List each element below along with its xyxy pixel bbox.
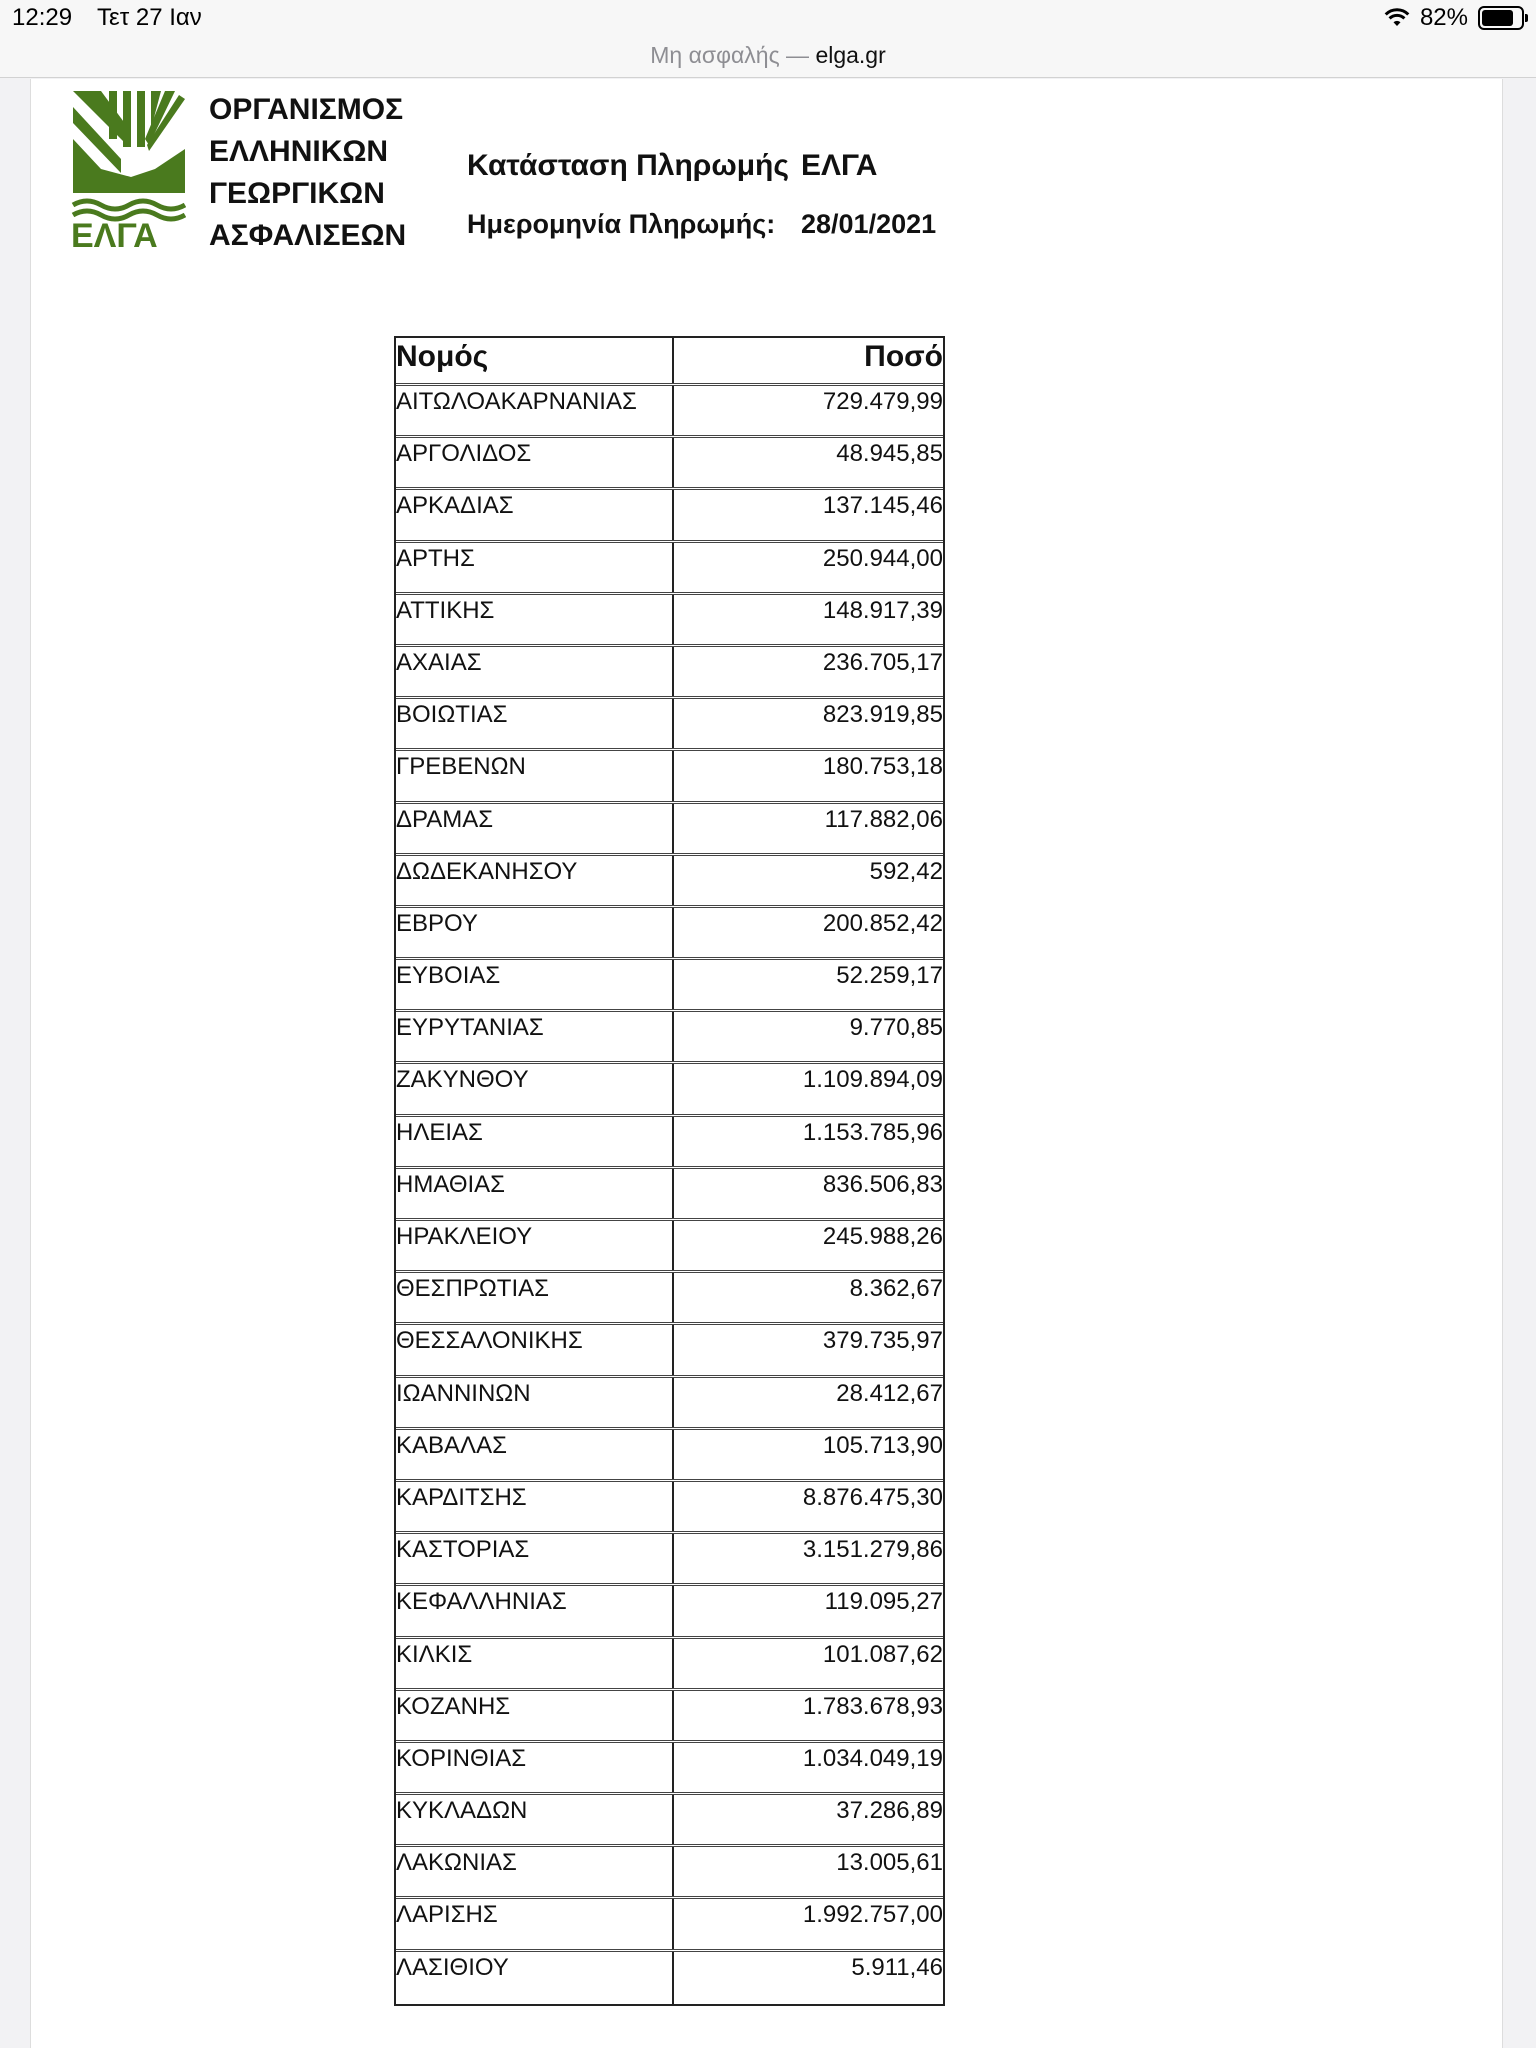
prefecture-cell: ΛΑΚΩΝΙΑΣ [396,1847,674,1896]
prefecture-cell: ΑΡΓΟΛΙΔΟΣ [396,438,674,487]
table-row [396,1169,943,1221]
table-row [396,647,943,699]
prefecture-cell: ΑΡΤΗΣ [396,543,674,592]
prefecture-cell: ΚΑΡΔΙΤΣΗΣ [396,1482,674,1531]
amount-cell: 117.882,06 [824,805,943,833]
wifi-icon [1384,8,1410,28]
battery-percent: 82% [1419,4,1468,31]
title-text: Κατάσταση Πληρωμής [467,149,789,182]
status-right [1384,4,1524,32]
prefecture-cell: ΔΡΑΜΑΣ [396,804,674,853]
prefecture-cell: ΕΥΡΥΤΑΝΙΑΣ [396,1012,674,1061]
amount-cell: 245.988,26 [822,1223,943,1250]
table-row [396,1639,943,1691]
url-bar[interactable] [0,40,1536,78]
table-row [396,1273,943,1325]
prefecture-cell: ΘΕΣΠΡΩΤΙΑΣ [396,1273,674,1322]
table-row [396,438,943,490]
table-row [396,751,943,803]
amount-cell: 137.145,46 [822,492,943,520]
status-bar [0,0,1536,40]
table-row [396,1117,943,1169]
table-row [396,1064,943,1116]
title-brand: ΕΛΓΑ [800,149,878,182]
prefecture-cell: ΚΕΦΑΛΛΗΝΙΑΣ [396,1586,674,1635]
prefecture-cell: ΒΟΙΩΤΙΑΣ [396,699,674,748]
payment-date-row [467,209,936,240]
table-row [396,960,943,1012]
header-prefecture: Νομός [396,338,674,383]
prefecture-cell: ΑΧΑΙΑΣ [396,647,674,696]
table-row [396,1482,943,1534]
table-row [396,386,943,438]
table-row [396,1325,943,1377]
amount-cell: 3.151.279,86 [802,1536,943,1564]
prefecture-cell: ΗΜΑΘΙΑΣ [396,1169,674,1218]
amount-cell: 379.735,97 [822,1327,943,1355]
payment-date-value: 28/01/2021 [801,209,937,239]
battery-icon [1478,6,1524,30]
table-row [396,1586,943,1638]
page-title [467,149,889,183]
prefecture-cell: ΑΤΤΙΚΗΣ [396,595,674,644]
battery-fill [1482,10,1513,26]
amount-cell: 48.945,85 [836,440,943,468]
table-row [396,1221,943,1273]
table-row [396,856,943,908]
elga-logo [71,89,186,249]
amount-cell: 119.095,27 [824,1588,943,1616]
amount-cell: 5.911,46 [851,1953,943,1981]
amount-cell: 1.153.785,96 [802,1118,943,1146]
amount-cell: 8.362,67 [849,1275,943,1303]
table-row [396,1691,943,1743]
table-row [396,543,943,595]
amount-cell: 1.034.049,19 [802,1744,943,1772]
table-row [396,1534,943,1586]
table-row [396,1378,943,1430]
prefecture-cell: ΗΡΑΚΛΕΙΟΥ [396,1221,674,1270]
prefecture-cell: ΚΟΖΑΝΗΣ [396,1691,674,1740]
amount-cell: 1.783.678,93 [802,1692,943,1720]
payment-date-label: Ημερομηνία Πληρωμής: [467,209,776,239]
logo-wordmark: ΕΛΓΑ [71,217,158,249]
url-host: elga.gr [815,42,886,68]
status-date: Τετ 27 Ιαν [97,4,202,31]
prefecture-cell: ΘΕΣΣΑΛΟΝΙΚΗΣ [396,1325,674,1374]
org-line: ΕΛΛΗΝΙΚΩΝ [209,135,389,168]
org-line: ΓΕΩΡΓΙΚΩΝ [209,177,385,210]
prefecture-cell: ΗΛΕΙΑΣ [396,1117,674,1166]
table-row [396,1743,943,1795]
amount-cell: 28.412,67 [836,1379,943,1407]
amount-cell: 236.705,17 [822,648,943,676]
prefecture-cell: ΚΑΣΤΟΡΙΑΣ [396,1534,674,1583]
organization-name [209,89,406,257]
prefecture-cell: ΕΥΒΟΙΑΣ [396,960,674,1009]
amount-cell: 836.506,83 [822,1170,943,1198]
amount-cell: 105.713,90 [822,1431,943,1459]
document-page [30,79,1503,2048]
table-row [396,1847,943,1899]
table-row [396,1795,943,1847]
prefecture-cell: ΓΡΕΒΕΝΩΝ [396,751,674,800]
amount-cell: 180.753,18 [822,753,943,781]
prefecture-cell: ΚΥΚΛΑΔΩΝ [396,1795,674,1844]
url-security-label: Μη ασφαλής — [650,42,816,68]
amount-cell: 37.286,89 [836,1797,943,1825]
prefecture-cell: ΑΡΚΑΔΙΑΣ [396,490,674,539]
amount-cell: 52.259,17 [836,962,943,990]
amount-cell: 8.876.475,30 [802,1483,943,1511]
org-line: ΟΡΓΑΝΙΣΜΟΣ [209,93,404,126]
table-row [396,908,943,960]
table-header-row [396,338,943,386]
prefecture-cell: ΑΙΤΩΛΟΑΚΑΡΝΑΝΙΑΣ [396,386,674,435]
status-time: 12:29 [12,4,73,31]
org-line: ΑΣΦΑΛΙΣΕΩΝ [209,219,407,252]
payments-table [394,336,945,2006]
prefecture-cell: ΕΒΡΟΥ [396,908,674,957]
amount-cell: 250.944,00 [822,544,943,572]
header-amount: Ποσό [864,340,943,373]
prefecture-cell: ΚΟΡΙΝΘΙΑΣ [396,1743,674,1792]
prefecture-cell: ΙΩΑΝΝΙΝΩΝ [396,1378,674,1427]
amount-cell: 148.917,39 [822,596,943,624]
prefecture-cell: ΚΙΛΚΙΣ [396,1639,674,1688]
table-row [396,1430,943,1482]
amount-cell: 13.005,61 [836,1849,943,1877]
amount-cell: 592,42 [869,857,943,885]
table-row [396,490,943,542]
prefecture-cell: ΖΑΚΥΝΘΟΥ [396,1064,674,1113]
prefecture-cell: ΛΑΡΙΣΗΣ [396,1899,674,1948]
table-row [396,1899,943,1951]
table-row [396,804,943,856]
table-row [396,1952,943,2004]
amount-cell: 9.770,85 [849,1014,943,1042]
amount-cell: 200.852,42 [822,909,943,937]
table-row [396,1012,943,1064]
table-row [396,595,943,647]
table-row [396,699,943,751]
amount-cell: 101.087,62 [822,1640,943,1668]
amount-cell: 1.109.894,09 [802,1066,943,1094]
amount-cell: 1.992.757,00 [802,1901,943,1929]
prefecture-cell: ΔΩΔΕΚΑΝΗΣΟΥ [396,856,674,905]
amount-cell: 823.919,85 [822,701,943,729]
prefecture-cell: ΚΑΒΑΛΑΣ [396,1430,674,1479]
prefecture-cell: ΛΑΣΙΘΙΟΥ [396,1952,674,2004]
amount-cell: 729.479,99 [822,388,943,415]
